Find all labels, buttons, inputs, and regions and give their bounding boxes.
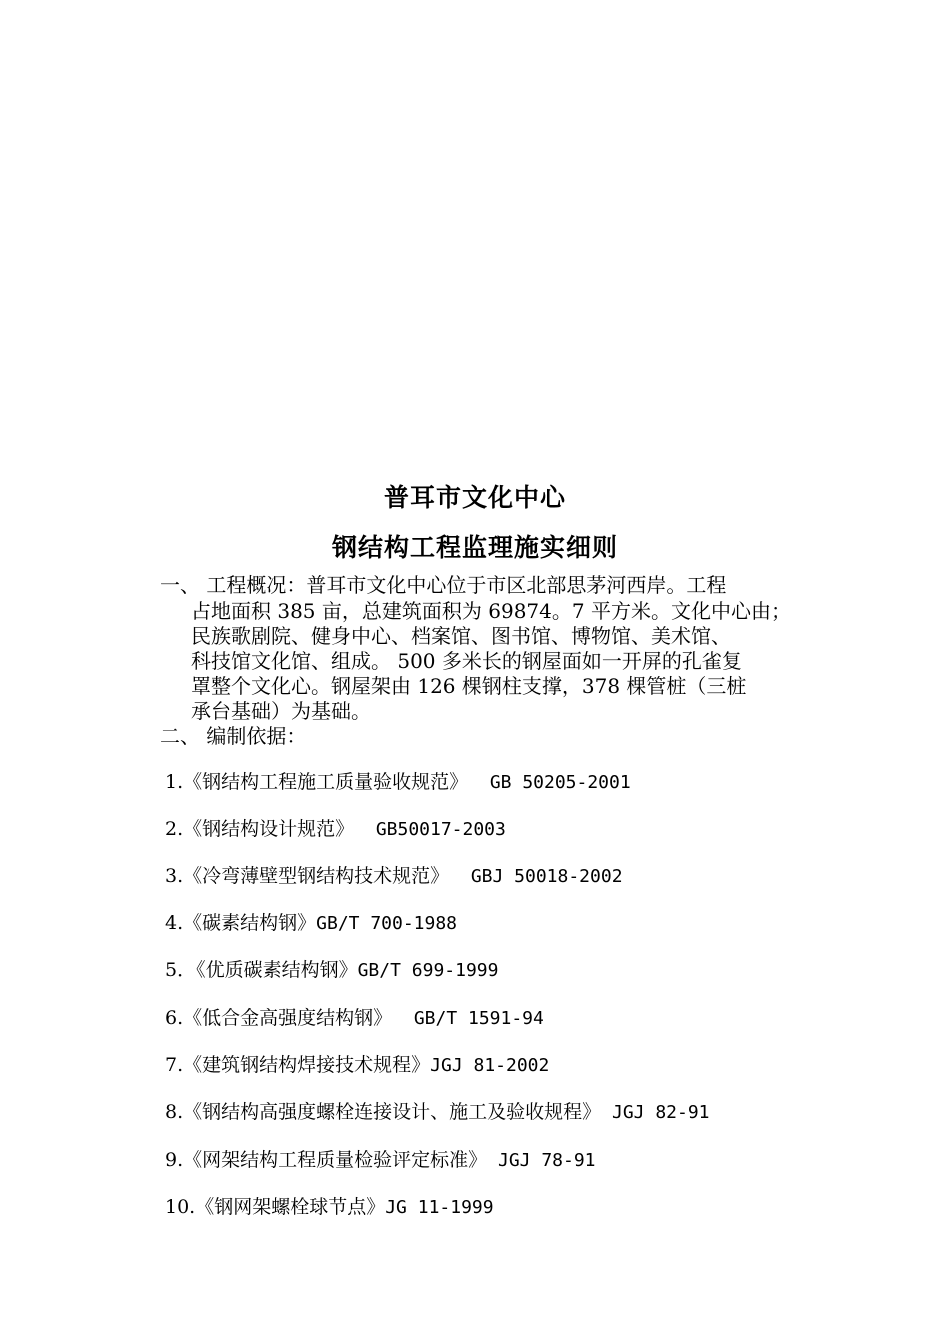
overview-line: 科技馆文化馆、组成。 500 多米长的钢屋面如一开屏的孔雀复: [191, 649, 742, 673]
reference-code: GB/T 699-1999: [357, 960, 499, 981]
reference-title: 3.《冷弯薄壁型钢结构技术规范》: [165, 865, 450, 887]
overview-line: 民族歌剧院、健身中心、档案馆、图书馆、博物馆、美术馆、: [191, 624, 731, 648]
reference-code: GBJ 50018-2002: [449, 866, 623, 887]
reference-item: [165, 1099, 710, 1126]
reference-code: GB 50205-2001: [468, 772, 631, 793]
reference-title: 7.《建筑钢结构焊接技术规程》: [165, 1054, 431, 1076]
section-heading-overview: 一、 工程概况：普耳市文化中心位于市区北部思茅河西岸。工程: [160, 573, 727, 597]
reference-code: JGJ 78-91: [487, 1150, 596, 1171]
reference-code: GB50017-2003: [354, 819, 506, 840]
reference-item: [165, 1005, 544, 1032]
reference-item: [165, 1194, 494, 1221]
reference-title: 1.《钢结构工程施工质量验收规范》: [165, 771, 469, 793]
overview-line: 占地面积 385 亩，总建筑面积为 69874。7 平方米。文化中心由；: [191, 599, 791, 623]
reference-title: 8.《钢结构高强度螺栓连接设计、施工及验收规程》: [165, 1101, 602, 1123]
reference-title: 5．《优质碳素结构钢》: [165, 959, 358, 981]
overview-line: 罩整个文化心。钢屋架由 126 棵钢柱支撑，378 棵管桩（三桩: [191, 674, 747, 698]
overview-line: 承台基础）为基础。: [191, 699, 371, 723]
reference-item: [165, 957, 498, 984]
reference-item: [165, 863, 623, 890]
section-heading-basis: 二、 编制依据：: [160, 724, 307, 748]
reference-item: [165, 1052, 549, 1079]
reference-item: [165, 910, 457, 937]
reference-code: JGJ 82-91: [601, 1102, 710, 1123]
document-title: 普耳市文化中心: [383, 483, 566, 512]
reference-title: 9.《网架结构工程质量检验评定标准》: [165, 1149, 488, 1171]
reference-title: 2.《钢结构设计规范》: [165, 818, 355, 840]
reference-item: [165, 1147, 596, 1174]
reference-code: JGJ 81-2002: [430, 1055, 550, 1076]
reference-title: 10.《钢网架螺栓球节点》: [165, 1196, 386, 1218]
reference-code: GB/T 1591-94: [392, 1008, 544, 1029]
reference-item: [165, 816, 506, 843]
reference-title: 4.《碳素结构钢》: [165, 912, 317, 934]
reference-item: [165, 769, 631, 796]
reference-code: JG 11-1999: [385, 1197, 494, 1218]
document-subtitle: 钢结构工程监理施实细则: [331, 533, 618, 562]
reference-title: 6.《低合金高强度结构钢》: [165, 1007, 393, 1029]
reference-code: GB/T 700-1988: [316, 913, 458, 934]
